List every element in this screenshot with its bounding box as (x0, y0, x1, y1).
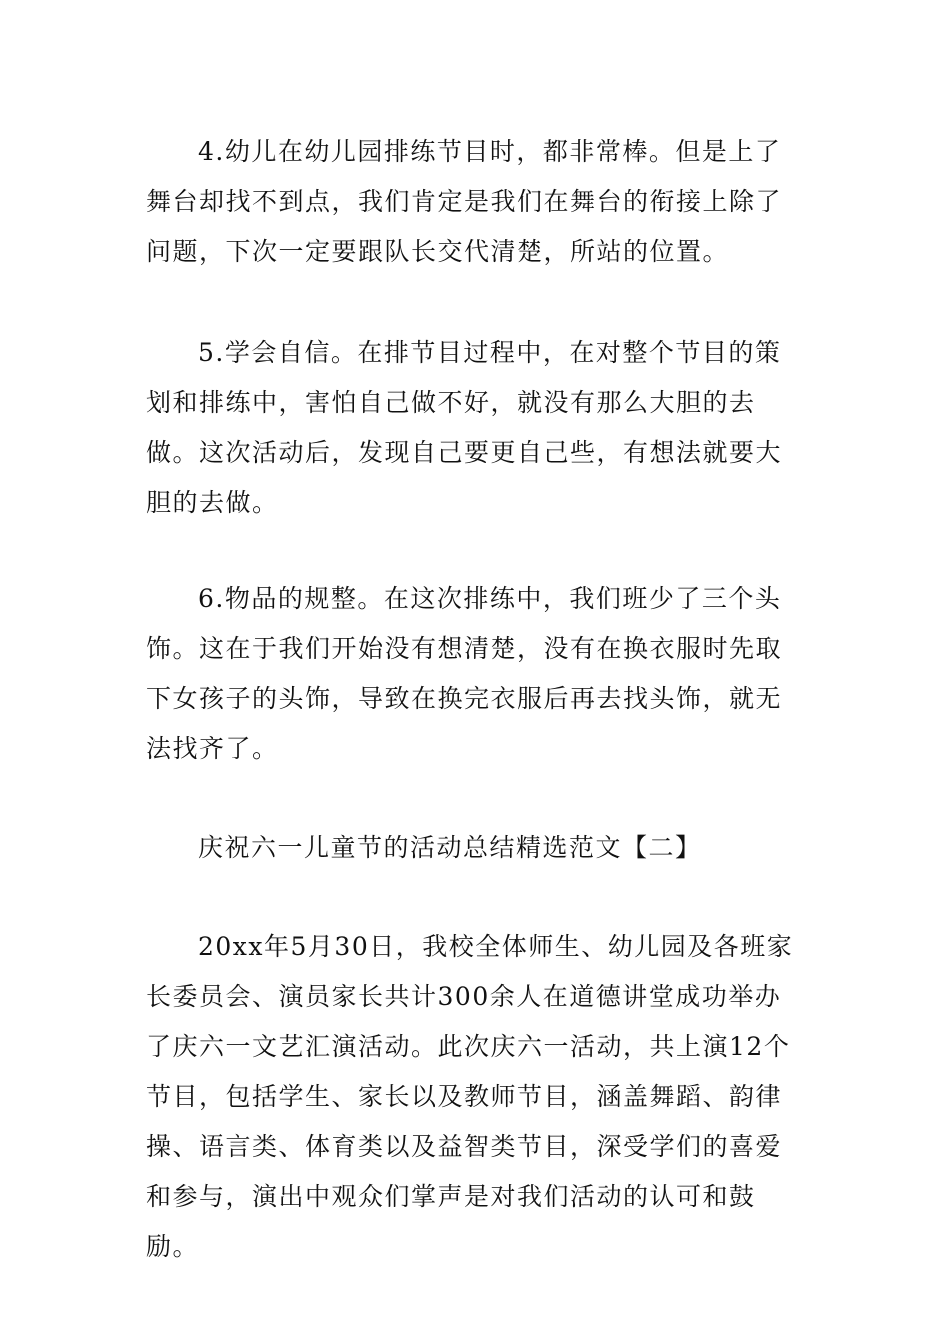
paragraph-item-4: 4.幼儿在幼儿园排练节目时，都非常棒。但是上了舞台却找不到点，我们肯定是我们在舞台的衔接上除了问题，下次一定要跟队长交代清楚，所站的位置。 (146, 137, 783, 266)
section-heading: 庆祝六一儿童节的活动总结精选范文【二】 (198, 833, 702, 862)
paragraph-item-6: 6.物品的规整。在这次排练中，我们班少了三个头饰。这在于我们开始没有想清楚，没有在换衣服时先取下女孩子的头饰，导致在换完衣服后再去找头饰，就无法找齐了。 (146, 584, 783, 763)
paragraph-item-5: 5.学会自信。在排节目过程中，在对整个节目的策划和排练中，害怕自己做不好，就没有那么大胆的去做。这次活动后，发现自己要更自己些，有想法就要大胆的去做。 (146, 338, 783, 517)
closing-paragraph: 20xx年5月30日，我校全体师生、幼儿园及各班家长委员会、演员家长共计300余人在道德讲堂成功举办了庆六一文艺汇演活动。此次庆六一活动，共上演12个节目，包括学生、家长以及教师节目，涵盖舞蹈、韵律操、语言类、体育类以及益智类节目，深受学们的喜爱和参与，演出中观众们掌声是对我们活动的认可和鼓励。 (146, 932, 794, 1261)
